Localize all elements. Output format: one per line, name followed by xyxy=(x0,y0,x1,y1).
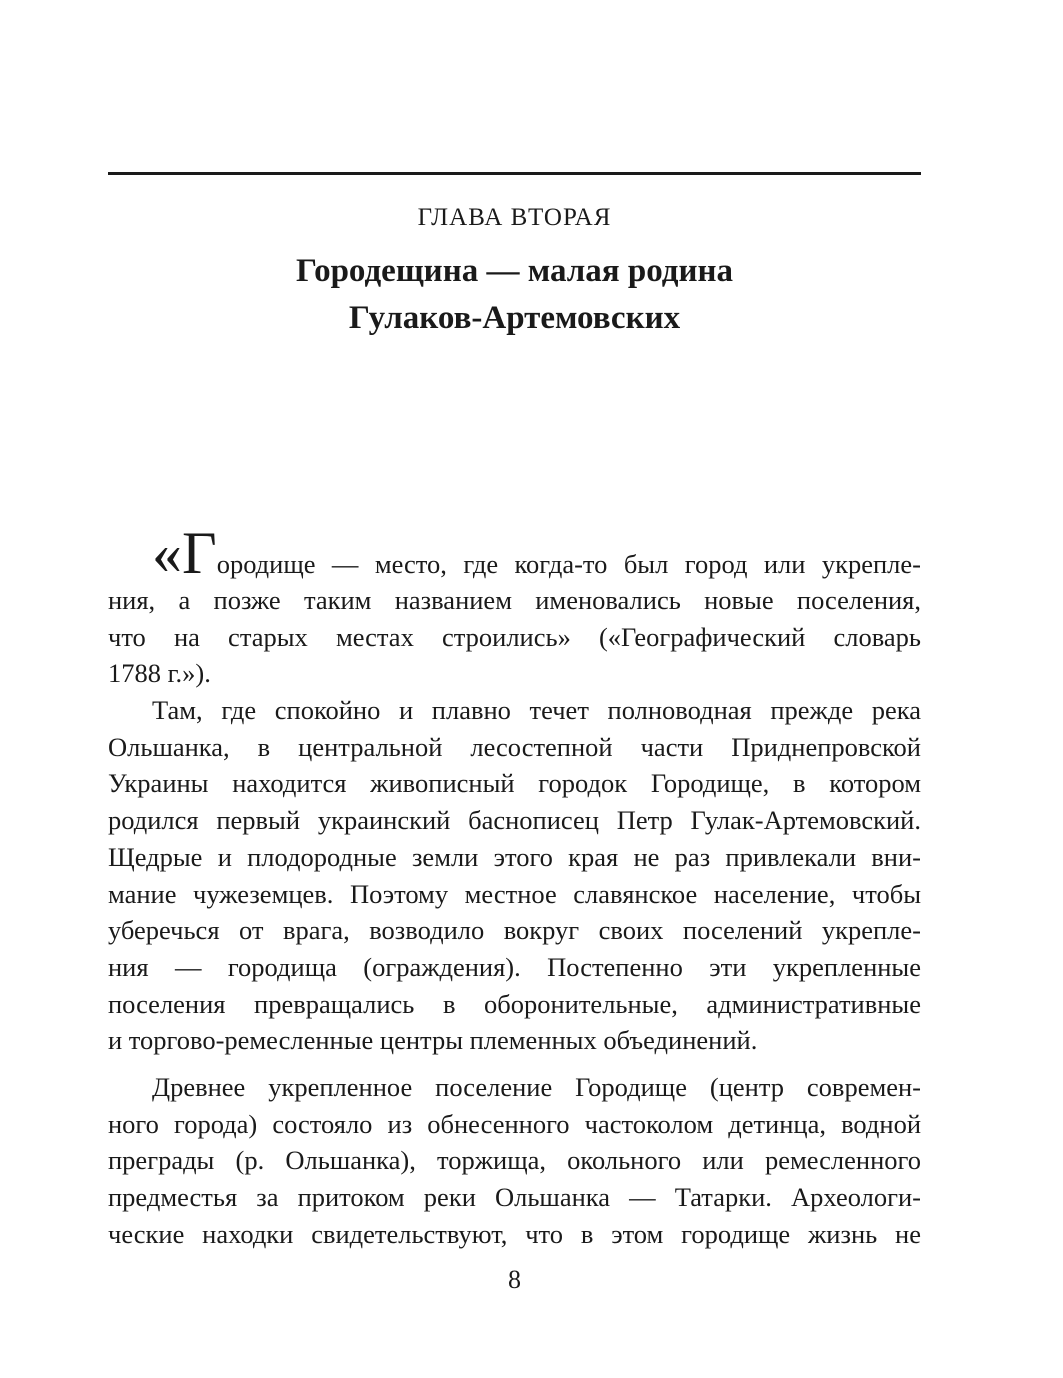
paragraph-1-line: что на старых местах строились» («Географический словарь xyxy=(108,621,921,652)
drop-cap: «Г xyxy=(152,524,217,582)
chapter-title xyxy=(108,248,921,342)
paragraph-2-line: мание чужеземцев. Поэтому местное славянское население, чтобы xyxy=(108,878,921,909)
paragraph-3-line: преграды (р. Ольшанка), торжища, окольного или ремесленного xyxy=(108,1145,921,1176)
line-text: ородище — место, где когда-то был город или укрепле- xyxy=(216,549,921,579)
paragraph-2-line: Ольшанка, в центральной лесостепной части Приднепровской xyxy=(108,731,921,762)
paragraph-2-line: Там, где спокойно и плавно течет полноводная прежде река xyxy=(152,695,921,726)
paragraph-2-line: Щедрые и плодородные земли этого края не раз привлекали вни- xyxy=(108,841,921,872)
chapter-title-line: Гулаков-Артемовских xyxy=(348,300,681,336)
chapter-label: ГЛАВА ВТОРАЯ xyxy=(417,204,612,231)
paragraph-3-line: ного города) состояло из обнесенного частоколом детинца, водной xyxy=(108,1108,921,1139)
paragraph-1-line: 1788 г.»). xyxy=(108,658,211,689)
paragraph-3-line: ческие находки свидетельствуют, что в этом городище жизнь не xyxy=(108,1218,921,1249)
paragraph-2-line: ния — городища (ограждения). Постепенно эти укрепленные xyxy=(108,951,921,982)
paragraph-2-line: и торгово-ремесленные центры племенных объединений. xyxy=(108,1025,758,1056)
chapter-title-line: Городещина — малая родина xyxy=(295,253,733,289)
paragraph-2-line: Украины находится живописный городок Городище, в котором xyxy=(108,768,921,799)
paragraph-1-line: ния, а позже таким названием именовались новые поселения, xyxy=(108,585,921,615)
paragraph-2-line: поселения превращались в оборонительные, административные xyxy=(108,988,921,1019)
paragraph-2-line: родился первый украинский баснописец Петр Гулак-Артемовский. xyxy=(108,805,921,836)
page-number: 8 xyxy=(508,1265,521,1294)
body-text xyxy=(108,524,921,1252)
paragraph-1-line xyxy=(108,524,921,582)
paragraph-2-line: уберечься от врага, возводило вокруг своих поселений укрепле- xyxy=(108,915,921,946)
chapter-rule xyxy=(108,172,921,175)
paragraph-3-line: предместья за притоком реки Ольшанка — Татарки. Археологи- xyxy=(108,1182,921,1212)
paragraph-3-line: Древнее укрепленное поселение Городище (центр современ- xyxy=(152,1071,921,1102)
paragraph-gap xyxy=(108,1059,921,1069)
